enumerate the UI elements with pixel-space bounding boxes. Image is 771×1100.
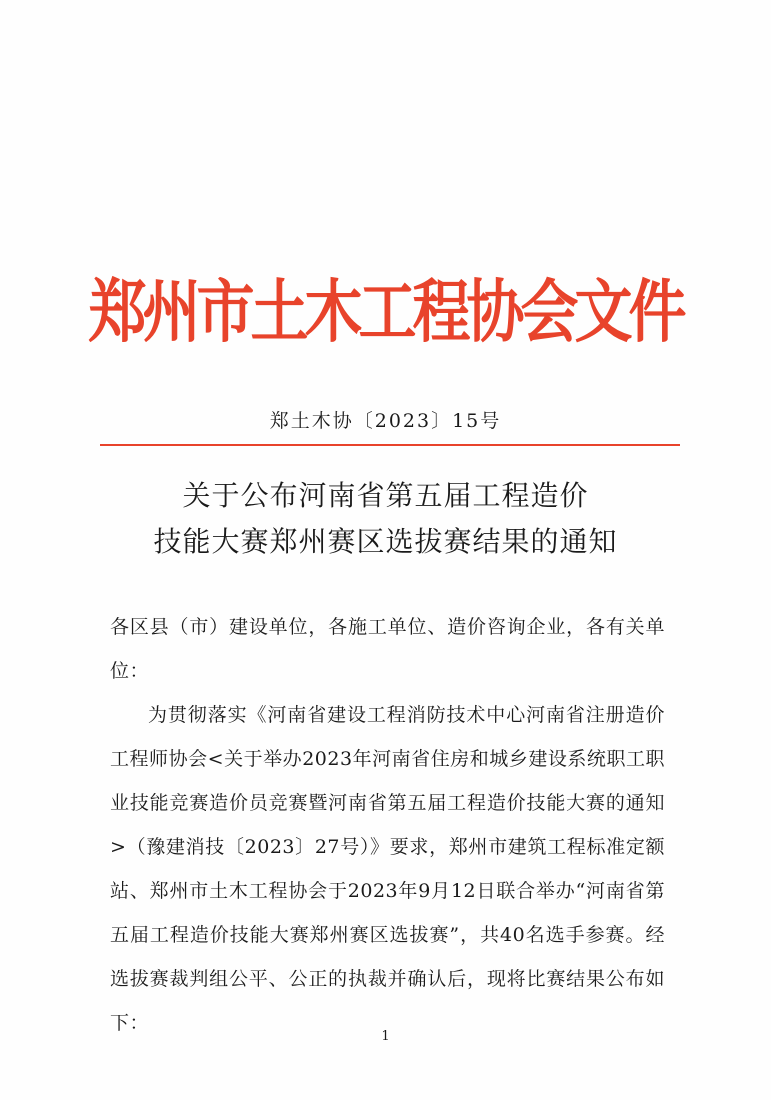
masthead-title: 郑州市土木工程协会文件: [88, 271, 683, 353]
document-body: [110, 605, 665, 1045]
page-number: 1: [381, 1029, 390, 1044]
document-title-line-2: 技能大赛郑州赛区选拔赛结果的通知: [153, 525, 618, 558]
document-number: 郑土木协〔2023〕15号: [269, 410, 502, 432]
body-paragraph-1: 为贯彻落实《河南省建设工程消防技术中心河南省注册造价工程师协会<关于举办2023年河南省住房和城乡建设系统职工职业技能竞赛造价员竞赛暨河南省第五届工程造价技能大赛的通知>（豫建消技〔2023〕27号）》要求，郑州市建筑工程标准定额站、郑州市土木工程协会于2023年9月12日联合举办“河南省第五届工程造价技能大赛郑州赛区选拔赛”，共40名选手参赛。经选拔赛裁判组公平、公正的执裁并确认后，现将比赛结果公布如下：: [110, 704, 665, 1034]
document-title: [0, 473, 771, 565]
document-title-line-1: 关于公布河南省第五届工程造价: [182, 479, 589, 512]
salutation: 各区县（市）建设单位，各施工单位、造价咨询企业，各有关单位：: [110, 616, 665, 682]
red-divider-line: [100, 444, 680, 446]
